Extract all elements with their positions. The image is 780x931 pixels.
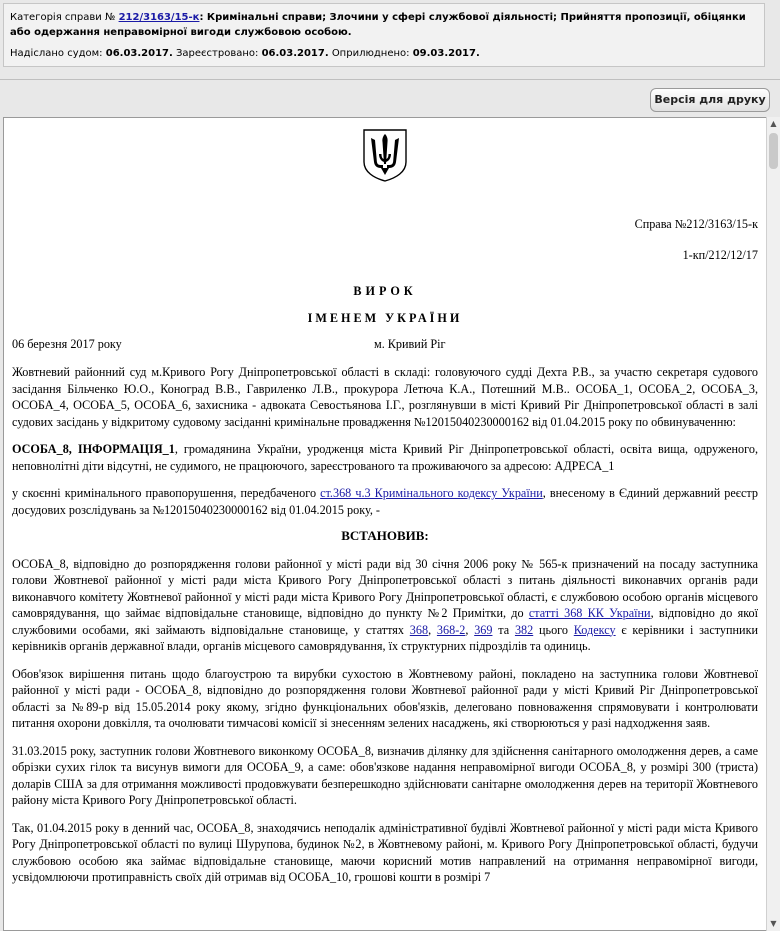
verdict-city: м. Кривий Ріг [374,337,446,351]
published-date: 09.03.2017. [412,48,480,59]
charge-paragraph [12,485,758,518]
appointment-text-e: та [492,622,515,637]
link-382[interactable]: 382 [514,622,534,637]
link-368[interactable]: 368 [409,622,429,637]
court-composition-paragraph: Жовтневий районний суд м.Кривого Рогу Дніпропетровської області в складі: головуючого судді Дехта Р.В., за участю секретаря судового засідання Більченко Ю.О., Коноград В.В., Гавриленко Л.В., прокурора Летюча К.А., Потешний М.В.. ОСОБА_1, ОСОБА_2, ОСОБА_3, ОСОБА_4, ОСОБА_5, ОСОБА_6, захисника - адвоката Севостьянова І.Г., розглянувши в місті Кривий Ріг Дніпропетровської області в залі судових засідань у відкритому судовому засіданні кримінальне провадження №12015040230000162 від 01.04.2015 року по обвинуваченню: [12,365,758,429]
duties-paragraph: Обов'язок вирішення питань щодо благоустрою та вирубки сухостою в Жовтневому районі, покладено на заступника голови Жовтневої районної у місті ради - ОСОБА_8, відповідно до розпорядження голови Жовтневої районної ради у місті Кривий Ріг Дніпропетровської області за №89-р від 15.05.2014 року якому, згідно функціональних обов'язків, делеговано повноваження спрямовувати і контролювати питання охорони довкілля, та очолювати тимчасові комісії зі знесенням зелених насаджень, які створюються у разі надходження заяв. [12,666,758,730]
verdict-date: 06 березня 2017 року [12,337,122,351]
defendant-details: , громадянина України, уродженця міста Кривий Ріг Дніпропетровської області, освіта вища, одруженого, неповнолітні діти відсутні, не судимого, не працюючого, зареєстрованого та проживаючого за адресою: АДРЕСА_1 [12,442,758,473]
case-number-link[interactable]: 212/3163/15-к [118,12,200,23]
ukraine-trident-emblem-icon [362,128,408,182]
registered-date: 06.03.2017. [261,48,329,59]
published-label: Оприлюднено: [331,48,410,59]
document-scrollbar[interactable] [766,117,780,931]
case-info-box [3,3,765,67]
defendant-name: ОСОБА_8, ІНФОРМАЦІЯ_1 [12,442,175,456]
appointment-text-b: , відповідно до якої службовими особами, які займають відповідальне становище, у статтях [12,606,758,637]
link-368-2[interactable]: 368-2 [436,622,466,637]
article-368-link[interactable]: статті 368 КК України [528,606,651,620]
divider [0,79,780,80]
link-369[interactable]: 369 [474,622,493,637]
scroll-thumb[interactable] [769,133,778,169]
code-link[interactable]: Кодексу [573,622,616,637]
appointment-text-g: є керівники і заступники керівників органів державної влади, органів місцевого самоврядування, їх структурних підрозділів та одиниць. [12,622,759,653]
sent-date: 06.03.2017. [105,48,173,59]
proceeding-number: 1-кп/212/12/17 [682,247,758,262]
case-dates-line [10,46,758,61]
appointment-paragraph [12,556,758,655]
charge-text-b: , внесеному в Єдиний державний реєстр досудових розслідувань за №12015040230000162 від 01.04.2015 року, - [12,486,758,517]
category-text: : Кримінальні справи; Злочини у сфері службової діяльності; Прийняття пропозиції, обіцянки або одержання неправомірної вигоди службовою особою. [10,12,746,38]
document-body [4,128,766,886]
registered-label: Зареєстровано: [176,48,259,59]
appointment-text-a: ОСОБА_8, відповідно до розпорядження голови районної у місті ради від 30 січня 2006 року № 565-к призначений на посаду заступника голови Жовтневої районної у місті ради міста Кривого Рогу Дніпропетровської області з питань діяльності виконавчих органів ради виконавчого комітету Жовтневої районної у місті ради міста Кривого Рогу Дніпропетровської області, є службовою особою органів місцевого самоврядування, що займає відповідальне становище, відповідно до пункту №2 Примітки, до [12,556,758,620]
bribe-paragraph: Так, 01.04.2015 року в денний час, ОСОБА_8, знаходячись неподалік адміністративної будівлі Жовтневої районної у місті ради міста Кривого Рогу Дніпропетровської області по вулиці Шурупова, будинок №2, в Жовтневому районі, м. Кривого Рогу Дніпропетровської області, будучи службовою особою яка займає відповідальне становище, маючи корисний мотив направлений на отримання неправомірної вигоди, усвідомлюючи протиправність своїх дій отримав від ОСОБА_10, грошові кошти в розмірі 7 [12,820,758,884]
case-number: Справа №212/3163/15-к [634,217,758,231]
date-city-row [12,336,758,353]
appointment-text-f: цього [533,622,574,637]
criminal-code-link[interactable]: ст.368 ч.3 Кримінального кодексу України [320,486,543,500]
charge-text-a: у скоєнні кримінального правопорушення, передбаченого [12,486,321,500]
in-name-of-ukraine-heading: ІМЕНЕМ УКРАЇНИ [307,310,463,325]
defendant-paragraph [12,441,758,474]
document-frame[interactable] [3,117,767,931]
appointment-text-c: , [428,622,437,637]
category-prefix: Категорія справи № [10,12,116,23]
print-version-button[interactable]: Версія для друку [650,88,770,112]
scroll-down-arrow-icon[interactable]: ▼ [770,919,777,928]
appointment-text-d: , [465,622,475,637]
verdict-heading: ВИРОК [353,284,417,298]
scroll-up-arrow-icon[interactable]: ▲ [770,119,777,128]
demand-paragraph: 31.03.2015 року, заступник голови Жовтневого виконкому ОСОБА_8, визначив ділянку для здійснення санітарного омолодження дерев, а саме обрізки сухих гілок та висунув вимоги для ОСОБА_9, а саме: обов'язкове надання неправомірної вигоди ОСОБА_8, у розмірі 300 (триста) доларів США за для отримання можливості продовжувати безперешкодно здійснювати санітарне омолодження дерев на території Жовтневого району міста Кривого Рогу Дніпропетровської області. [12,743,758,807]
established-heading: ВСТАНОВИВ: [341,528,429,543]
case-category-line [10,10,758,40]
sent-label: Надіслано судом: [10,48,103,59]
